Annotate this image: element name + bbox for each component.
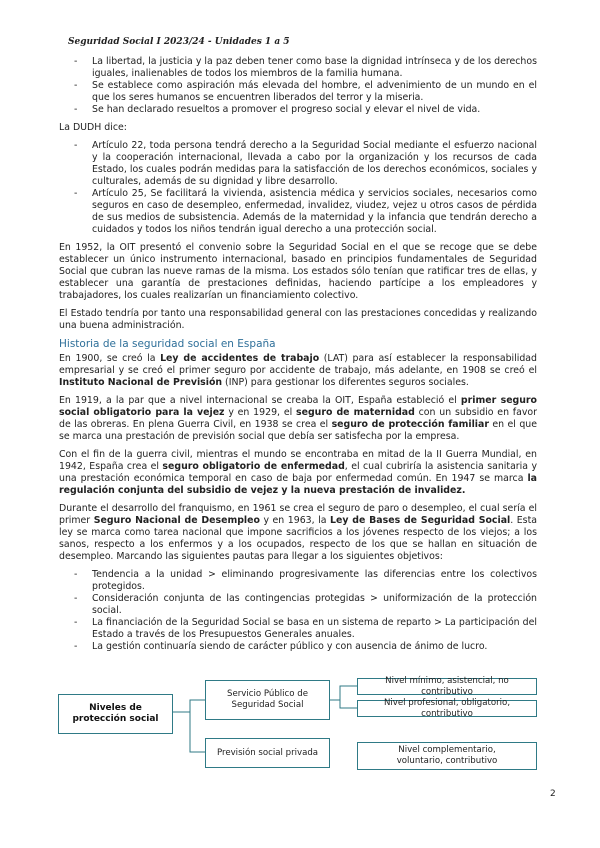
connector xyxy=(190,712,205,752)
diagram-spsocial-box: Servicio Público de Seguridad Social xyxy=(205,680,330,720)
list-item: - Se han declarado resueltos a promover el progreso social y elevar el nivel de vida. xyxy=(92,104,537,116)
diagram-prevision-box: Previsión social privada xyxy=(205,738,330,768)
connector xyxy=(173,700,205,712)
dudh-principles-list xyxy=(59,56,537,116)
diagram-root-box: Niveles de protección social xyxy=(58,694,173,734)
list-item: - Tendencia a la unidad > eliminando progresivamente las diferencias entre los colectivos protegidos. xyxy=(92,569,537,593)
dudh-articles-list xyxy=(59,140,537,236)
paragraph-1961: Durante el desarrollo del franquismo, en 1961 se crea el seguro de paro o desempleo, el cual sería el primer Seguro Nacional de Desempleo y en 1963, la Ley de Bases de Seguridad Social. Esta ley se marca como tarea nacional que impone sacrificios a los jóvenes respecto de los viejos; a los sanos, respecto a los enfermos y a los ocupados, respecto de los que se hallan en situación de desempleo. Marcando las siguientes pautas para llegar a los siguientes objetivos: xyxy=(59,503,537,562)
document-body xyxy=(59,56,537,659)
list-item: - La financiación de la Seguridad Social se basa en un sistema de reparto > La participación del Estado a través de los Presupuestos Generales anuales. xyxy=(92,617,537,641)
paragraph-1942: Con el fin de la guerra civil, mientras el mundo se encontraba en mitad de la II Guerra Mundial, en 1942, España crea el seguro obligatorio de enfermedad, el cual cubriría la asistencia sanitaria y una prestación económica temporal en caso de baja por enfermedad común. En 1947 se marca la regulación conjunta del subsidio de vejez y la nueva prestación de invalidez. xyxy=(59,449,537,496)
paragraph-1919: En 1919, a la par que a nivel internacional se creaba la OIT, España estableció el primer seguro social obligatorio para la vejez y en 1929, el seguro de maternidad con un subsidio en favor de las obreras. En plena Guerra Civil, en 1938 se crea el seguro de protección familiar en el que se marca una prestación de previsión social que debía ser satisfecha por la empresa. xyxy=(59,395,537,442)
paragraph-1900: En 1900, se creó la Ley de accidentes de trabajo (LAT) para así establecer la responsabilidad empresarial y se creó el primer seguro por accidente de trabajo, más adelante, en 1908 se creó el Instituto Nacional de Previsión (INP) para gestionar los diferentes seguros sociales. xyxy=(59,353,537,388)
diagram-nivel-complementario-box: Nivel complementario, voluntario, contributivo xyxy=(357,742,537,770)
list-item: - Artículo 22, toda persona tendrá derecho a la Seguridad Social mediante el esfuerzo nacional y la cooperación internacional, llevada a cabo por la organización y los recursos de cada Estado, los cuales podrán medidas para la satisfacción de los derechos económicos, sociales y culturales, además de su dignidad y libre desarrollo. xyxy=(92,140,537,188)
connector xyxy=(340,700,357,708)
connector xyxy=(330,686,357,700)
diagram-nivel-profesional-box: Nivel profesional, obligatorio, contributivo xyxy=(357,700,537,717)
dudh-intro: La DUDH dice: xyxy=(59,122,127,133)
paragraph-oit: En 1952, la OIT presentó el convenio sobre la Seguridad Social en el que se recoge que se debe establecer un único instrumento internacional, basado en principios fundamentales de Seguridad Social que cubran las nueve ramas de la misma. Los estados sólo tenían que ratificar tres de ellas, y establecer una garantía de prestaciones definidas, haciendo partícipe a los empleadores y trabajadores, los cuales realizarían un financiamiento colectivo. xyxy=(59,242,537,301)
objetivos-list xyxy=(59,569,537,653)
list-item: - Se establece como aspiración más elevada del hombre, el advenimiento de un mundo en el que los seres humanos se encuentren liberados del terror y la miseria. xyxy=(92,80,537,104)
list-item: - Consideración conjunta de las contingencias protegidas > uniformización de la protección social. xyxy=(92,593,537,617)
page-number: 2 xyxy=(550,789,556,799)
list-item: - Artículo 25, Se facilitará la vivienda, asistencia médica y servicios sociales, necesarios como seguros en caso de desempleo, enfermedad, invalidez, viudez, vejez u otros casos de pérdida de sus medios de subsistencia. Además de la maternidad y la infancia que tendrán derecho a cuidados y todos los niños tendrán igual derecho a una protección social. xyxy=(92,188,537,236)
page-header: Seguridad Social I 2023/24 - Unidades 1 a 5 xyxy=(68,37,290,47)
diagram-nivel-minimo-box: Nivel mínimo, asistencial, no contributivo xyxy=(357,678,537,695)
list-item: - La libertad, la justicia y la paz deben tener como base la dignidad intrínseca y de los derechos iguales, inalienables de todos los miembros de la familia humana. xyxy=(92,56,537,80)
list-item: - La gestión continuaría siendo de carácter público y con ausencia de ánimo de lucro. xyxy=(92,641,537,653)
section-title: Historia de la seguridad social en España xyxy=(59,338,276,350)
paragraph-estado: El Estado tendría por tanto una responsabilidad general con las prestaciones concedidas y realizando una buena administración. xyxy=(59,308,537,331)
